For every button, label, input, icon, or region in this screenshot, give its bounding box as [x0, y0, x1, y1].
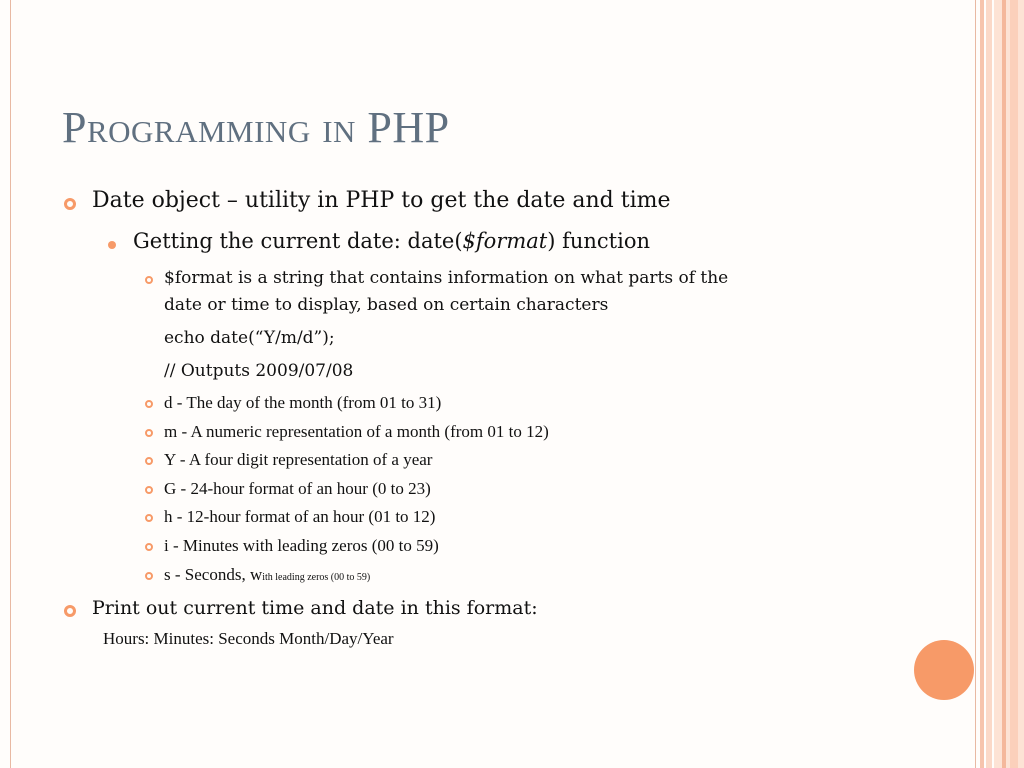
code-line-2: // Outputs 2009/07/08	[164, 361, 354, 381]
format-char-item: i - Minutes with leading zeros (00 to 59)	[164, 536, 439, 555]
level2-suffix: ) function	[547, 229, 651, 253]
bullet-small-ring-icon	[145, 429, 153, 437]
level2-italic: $format	[462, 229, 548, 253]
bullet-ring-icon	[64, 605, 76, 617]
bullet-small-ring-icon	[145, 572, 153, 580]
seconds-tiny-text: ith leading zeros (00 to 59)	[262, 572, 371, 583]
seconds-main-text: s - Seconds, w	[164, 565, 263, 584]
format-char-item: h - 12-hour format of an hour (01 to 12)	[164, 507, 436, 526]
decor-stripe-inner	[1010, 0, 1018, 768]
bullet-small-ring-icon	[145, 457, 153, 465]
bullet-dot-icon	[108, 241, 116, 249]
bullet-level1-text: Date object – utility in PHP to get the date and time	[92, 188, 671, 213]
decor-stripe	[986, 0, 992, 768]
level3-line-1: $format is a string that contains information on what parts of the	[164, 268, 729, 288]
format-char-item	[164, 565, 370, 585]
decor-circle	[914, 640, 974, 700]
bullet-ring-icon	[64, 198, 76, 210]
format-char-item: d - The day of the month (from 01 to 31)	[164, 393, 442, 412]
bullet-small-ring-icon	[145, 514, 153, 522]
level3-line-2: date or time to display, based on certain characters	[164, 295, 609, 315]
format-char-item: m - A numeric representation of a month (from 01 to 12)	[164, 422, 549, 441]
bullet-small-ring-icon	[145, 276, 153, 284]
bullet-level1-text: Print out current time and date in this format:	[92, 597, 538, 619]
bullet-small-ring-icon	[145, 543, 153, 551]
format-char-item: Y - A four digit representation of a year	[164, 450, 433, 469]
format-example-line: Hours: Minutes: Seconds Month/Day/Year	[103, 629, 394, 648]
decor-stripe	[980, 0, 984, 768]
bullet-level2-text	[133, 229, 650, 253]
format-char-item: G - 24-hour format of an hour (0 to 23)	[164, 479, 431, 498]
bullet-small-ring-icon	[145, 400, 153, 408]
code-line-1: echo date(“Y/m/d”);	[164, 328, 335, 348]
decor-stripe-inner	[1002, 0, 1006, 768]
level2-prefix: Getting the current date: date(	[133, 229, 463, 253]
slide-title: Programming in PHP	[62, 103, 450, 152]
decor-stripe	[994, 0, 1024, 768]
bullet-small-ring-icon	[145, 486, 153, 494]
